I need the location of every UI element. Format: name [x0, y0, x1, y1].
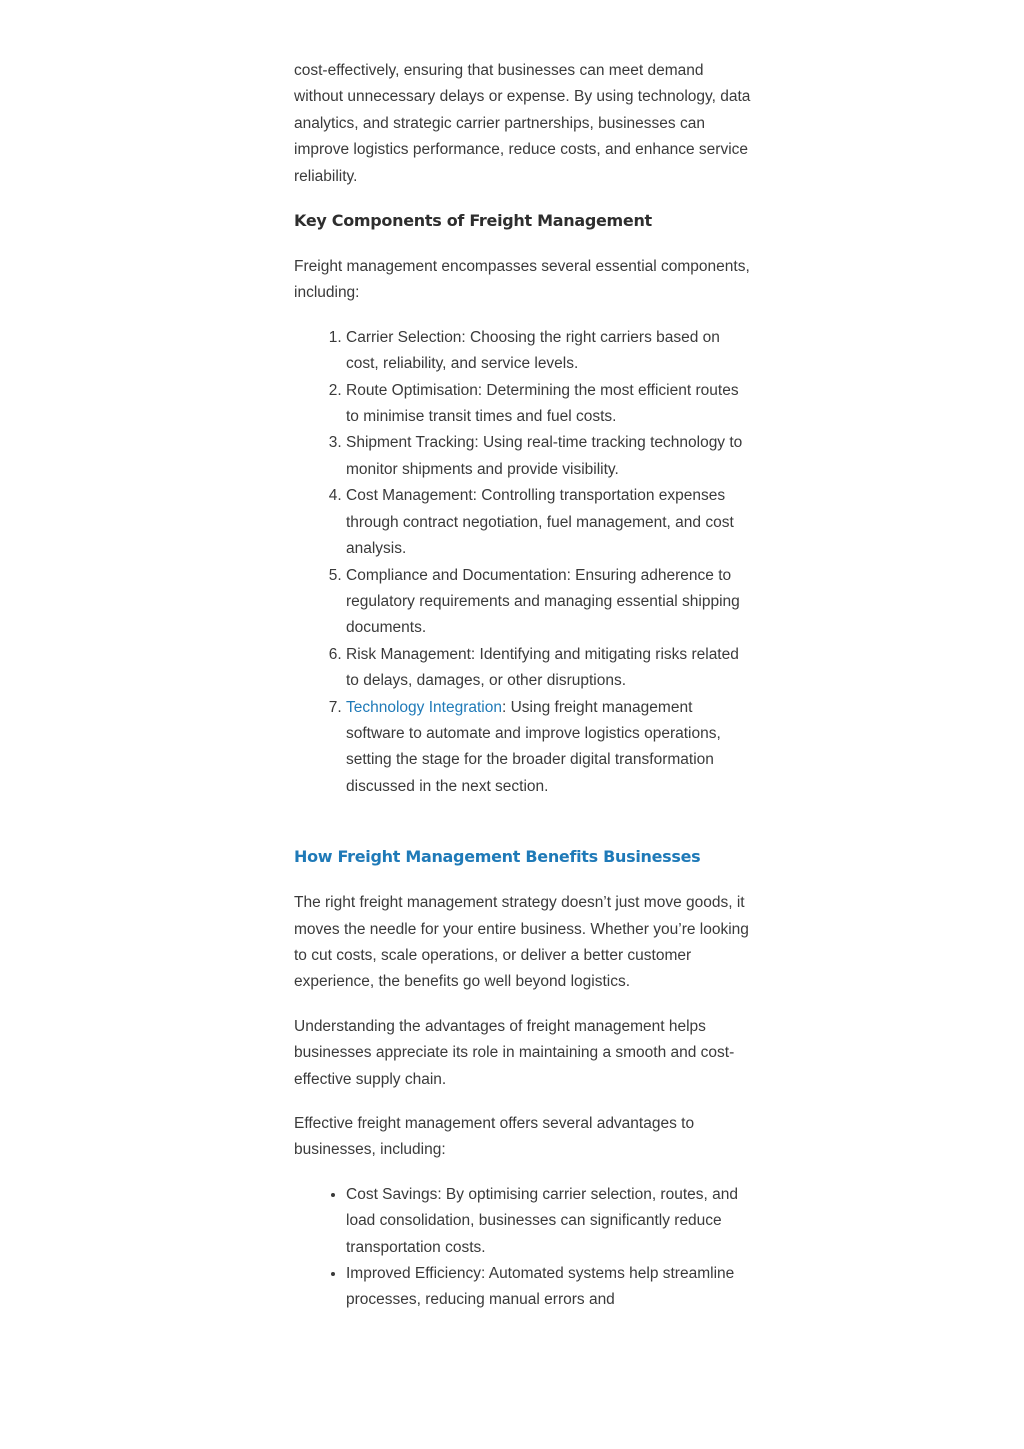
intro-paragraph: cost-effectively, ensuring that businesses can meet demand without unnecessary delays or expense. By using technology, data analytics, and strategic carrier partnerships, businesses can improve logistics performance, reduce costs, and enhance service reliability. [294, 62, 751, 185]
benefits-paragraph-1: The right freight management strategy doesn’t just move goods, it moves the needle for your entire business. Whether you’re looking to cut costs, scale operations, or deliver a better customer experience, the benefits go well beyond logistics. [294, 894, 749, 991]
benefits-list [294, 1182, 754, 1314]
list-item-text: : Using freight management software to automate and improve logistics operations, setting the stage for the broader digital transformation discussed in the next section. [346, 698, 721, 795]
key-components-heading: Key Components of Freight Management [294, 211, 652, 231]
benefits-paragraph-2: Understanding the advantages of freight management helps businesses appreciate its role in maintaining a smooth and cost-effective supply chain. [294, 1017, 735, 1088]
list-item: • Cost Savings: By optimising carrier selection, routes, and load consolidation, businesses can significantly reduce transportation costs. [346, 1182, 754, 1261]
list-item: 6. Risk Management: Identifying and mitigating risks related to delays, damages, or other disruptions. [346, 642, 754, 695]
technology-integration-link[interactable]: Technology Integration [346, 698, 502, 716]
key-components-lead: Freight management encompasses several essential components, including: [294, 258, 750, 302]
benefits-heading: How Freight Management Benefits Businesses [294, 847, 701, 867]
article-content [294, 58, 754, 1314]
list-item: • Improved Efficiency: Automated systems help streamline processes, reducing manual errors and [346, 1261, 754, 1314]
list-item: 2. Route Optimisation: Determining the most efficient routes to minimise transit times and fuel costs. [346, 378, 754, 431]
list-item: 5. Compliance and Documentation: Ensuring adherence to regulatory requirements and managing essential shipping documents. [346, 563, 754, 642]
benefits-paragraph-3: Effective freight management offers several advantages to businesses, including: [294, 1115, 695, 1159]
list-item: 3. Shipment Tracking: Using real-time tracking technology to monitor shipments and provide visibility. [346, 430, 754, 483]
list-item: 4. Cost Management: Controlling transportation expenses through contract negotiation, fuel management, and cost analysis. [346, 483, 754, 562]
list-item [346, 695, 754, 801]
list-item: 1. Carrier Selection: Choosing the right carriers based on cost, reliability, and service levels. [346, 325, 754, 378]
key-components-list [294, 325, 754, 800]
